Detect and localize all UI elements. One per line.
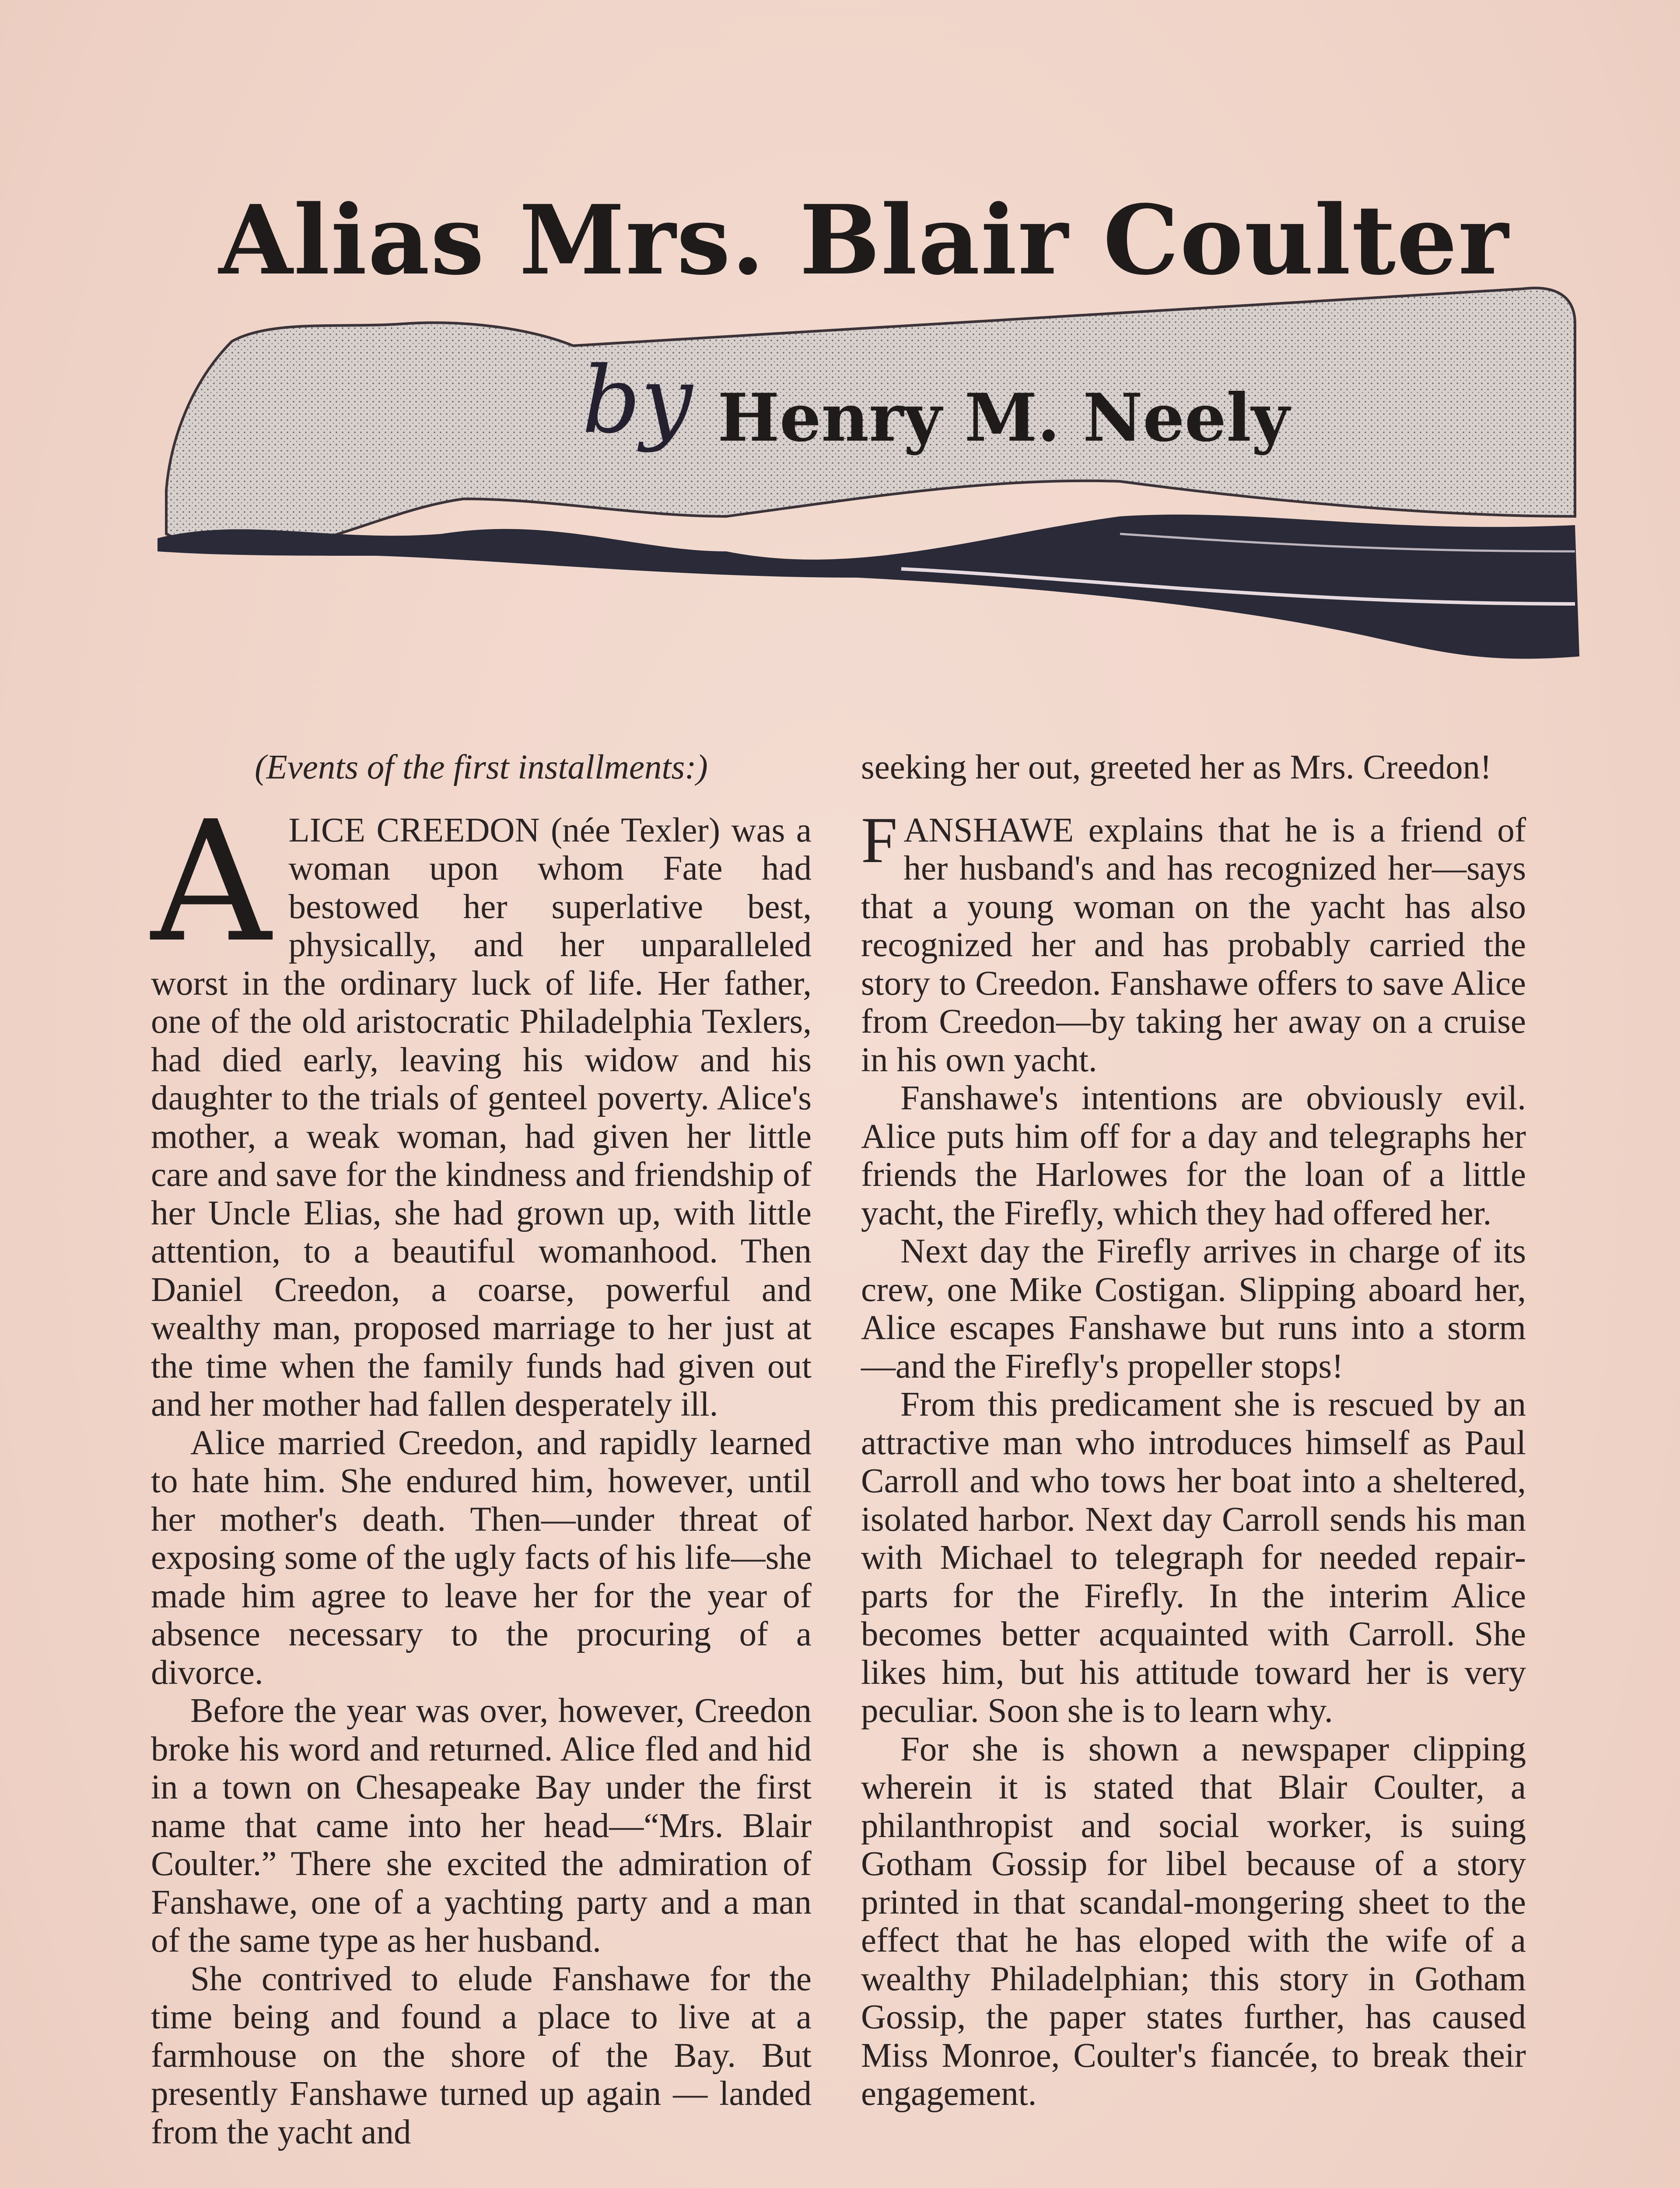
opening-paragraph (151, 785, 812, 1424)
section-initial: F (861, 803, 898, 877)
paragraph: seeking her out, greeted her as Mrs. Creedon! (861, 748, 1492, 786)
author-name: Henry M. Neely (718, 379, 1290, 456)
paragraph: Next day the Firefly arrives in charge of its crew, one Mike Costigan. Slipping aboard her, Alice escapes Fanshawe but runs into a storm—and the Firefly's propeller stops! (861, 1232, 1526, 1385)
title-banner-illustration (158, 271, 1584, 683)
paragraph: Alice married Creedon, and rapidly learned to hate him. She endured him, however, until her mother's death. Then—under threat of exposing some of the ugly facts of his life—she made him agree to leave her for the year of absence necessary to the procuring of a divorce. (151, 1424, 812, 1692)
paragraph: Fanshawe's intentions are obviously evil. Alice puts him off for a day and telegraphs her friends the Harlowes for the loan of a little yacht, the Firefly, which they had offered her. (861, 1079, 1526, 1232)
paragraph: From this predicament she is rescued by an attractive man who introduces himself as Paul Carroll and who tows her boat into a sheltered, isolated harbor. Next day Carroll sends his man with Michael to telegraph for needed repair-parts for the Firefly. In the interim Alice becomes better acquainted with Carroll. She likes him, but his attitude toward her is very peculiar. Soon she is to learn why. (861, 1385, 1526, 1730)
paragraph: Before the year was over, however, Creedon broke his word and returned. Alice fled and hid in a town on Chesapeake Bay under the first name that came into her head—“Mrs. Blair Coulter.” There she excited the admiration of Fanshawe, one of a yachting party and a man of the same type as her husband. (151, 1692, 812, 1960)
paragraph: For she is shown a newspaper clipping wherein it is stated that Blair Coulter, a philanthropist and social worker, is suing Gotham Gossip for libel because of a story printed in that scandal-mongering sheet to the effect that he has eloped with the wife of a wealthy Philadelphian; this story in Gotham Gossip, the paper states further, has caused Miss Monroe, Coulter's fiancée, to break their engagement. (861, 1730, 1526, 2113)
opening-text: LICE CREEDON (née Texler) was a woman upon whom Fate had bestowed her superlative best, physically, and her unparalleled worst in the ordinary luck of life. Her father, one of the old aristocratic Philadelphia Texlers, had died early, leaving his widow and his daughter to the trials of genteel poverty. Alice's mother, a weak woman, had given her little care and save for the kindness and friendship of her Uncle Elias, she had grown up, with little attention, to a beautiful womanhood. Then Daniel Creedon, a coarse, powerful and wealthy man, proposed marriage to her just at the time when the family funds had given out and her mother had fallen desperately ill. (151, 811, 812, 1424)
paragraph: She contrived to elude Fanshawe for the time being and found a place to live at a farmhouse on the shore of the Bay. But presently Fanshawe turned up again — landed from the yacht and (151, 1960, 812, 2151)
story-title: Alias Mrs. Blair Coulter (219, 184, 1509, 296)
drop-cap: A (151, 785, 271, 979)
sea-waves (158, 515, 1579, 659)
byline-by: by (582, 347, 693, 454)
section-text: ANSHAWE explains that he is a friend of her husband's and has recognized her—says that a young woman on the yacht has also recognized her and has probably carried the story to Creedon. Fanshawe offers to save Alice from Creedon—by taking her away on a cruise in his own yacht. (861, 811, 1526, 1079)
left-column (151, 748, 812, 2151)
section-opening-paragraph (861, 803, 1526, 1080)
right-column (861, 748, 1526, 2113)
recap-heading: (Events of the first installments:) (255, 748, 708, 786)
